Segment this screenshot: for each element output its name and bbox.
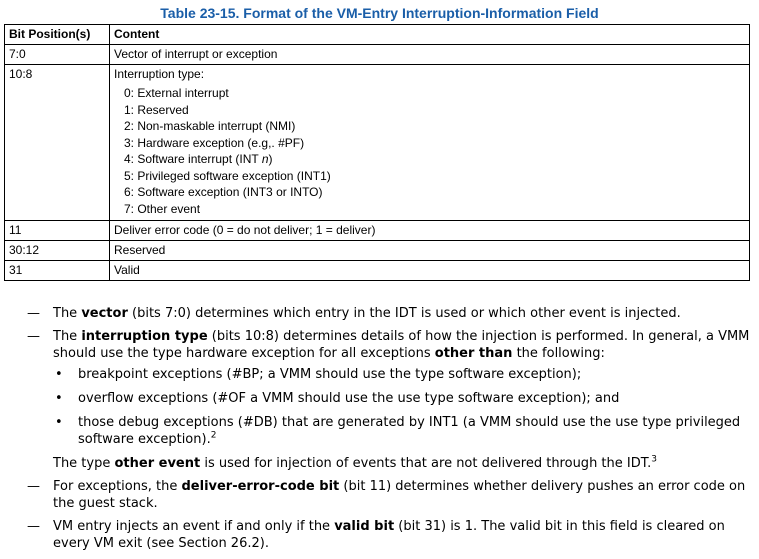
text: (bits 10:8) determines details of how the injection is performed. In general, a VMM should use the type hardware exception for all exceptions [53, 329, 750, 361]
type4-close: ) [268, 152, 273, 166]
row-bits: 30:12 [5, 241, 110, 261]
header-content: Content [110, 25, 750, 45]
type4-text: 4: Software interrupt (INT [124, 152, 262, 166]
list-item [53, 414, 753, 448]
type4-italic: n [261, 152, 269, 166]
dash-item-deliver-error-code [0, 478, 759, 512]
body-text [0, 305, 759, 558]
dash-item-valid-bit [0, 518, 759, 552]
text: the following: [512, 346, 605, 361]
header-bit-position: Bit Position(s) [5, 25, 110, 45]
exception-bullet-list [53, 366, 753, 448]
list-item: 6: Software exception (INT3 or INTO) [124, 185, 323, 199]
list-item: 2: Non-maskable interrupt (NMI) [124, 119, 296, 133]
row-content: Vector of interrupt or exception [110, 45, 750, 65]
row-bits: 10:8 [5, 65, 110, 221]
interruption-type-list [124, 85, 745, 217]
row-content: Reserved [110, 241, 750, 261]
row-bits: 7:0 [5, 45, 110, 65]
text: The [53, 306, 82, 321]
dash-item-interruption-type [0, 328, 759, 472]
list-item [124, 151, 745, 168]
table-row [5, 261, 750, 281]
text: (bit 11) determines whether delivery pushes an error code on the guest stack. [53, 479, 746, 511]
other-event-paragraph [53, 455, 753, 472]
text: is used for injection of events that are not delivered through the IDT. [200, 456, 652, 471]
footnote-ref: 2 [210, 430, 217, 441]
list-item: 1: Reserved [124, 102, 189, 117]
text: For exceptions, the [53, 479, 182, 494]
row-content: Deliver error code (0 = do not deliver; 1 = deliver) [110, 221, 750, 241]
table-header-row [5, 25, 750, 45]
list-item: 7: Other event [124, 201, 201, 216]
term-deliver-error-code-bit: deliver-error-code bit [181, 479, 340, 494]
table-row [5, 65, 750, 221]
table-row [5, 241, 750, 261]
table-row [5, 221, 750, 241]
text: The type [53, 456, 115, 471]
text: those debug exceptions (#DB) that are generated by INT1 (a VMM should use the use type privileged software exception). [78, 415, 741, 447]
term-interruption-type: interruption type [81, 329, 208, 344]
list-item: 0: External interrupt [124, 86, 229, 100]
term-vector: vector [81, 306, 128, 321]
list-item: 3: Hardware exception (e.g,. #PF) [124, 135, 305, 150]
row-content: Valid [110, 261, 750, 281]
list-item: 5: Privileged software exception (INT1) [124, 168, 331, 183]
dash-item-vector [0, 305, 759, 322]
term-other-than: other than [434, 346, 513, 361]
text: VM entry injects an event if and only if the [53, 519, 335, 534]
term-other-event: other event [114, 456, 201, 471]
interruption-type-label: Interruption type: [114, 67, 205, 81]
footnote-ref: 3 [651, 454, 658, 465]
table-caption: Table 23-15. Format of the VM-Entry Interruption-Information Field [160, 5, 599, 21]
table-row [5, 45, 750, 65]
term-valid-bit: valid bit [334, 519, 395, 534]
row-bits: 11 [5, 221, 110, 241]
vm-entry-interruption-table [4, 24, 750, 281]
list-item: • breakpoint exceptions (#BP; a VMM should use the type software exception); [53, 366, 753, 383]
row-bits: 31 [5, 261, 110, 281]
row-content [110, 65, 750, 221]
list-item: • overflow exceptions (#OF a VMM should use the use type software exception); and [53, 390, 753, 407]
text: The [53, 329, 82, 344]
text: (bits 7:0) determines which entry in the IDT is used or which other event is injected. [127, 306, 681, 321]
text: (bit 31) is 1. The valid bit in this field is cleared on every VM exit (see Section 26.2). [53, 519, 725, 551]
